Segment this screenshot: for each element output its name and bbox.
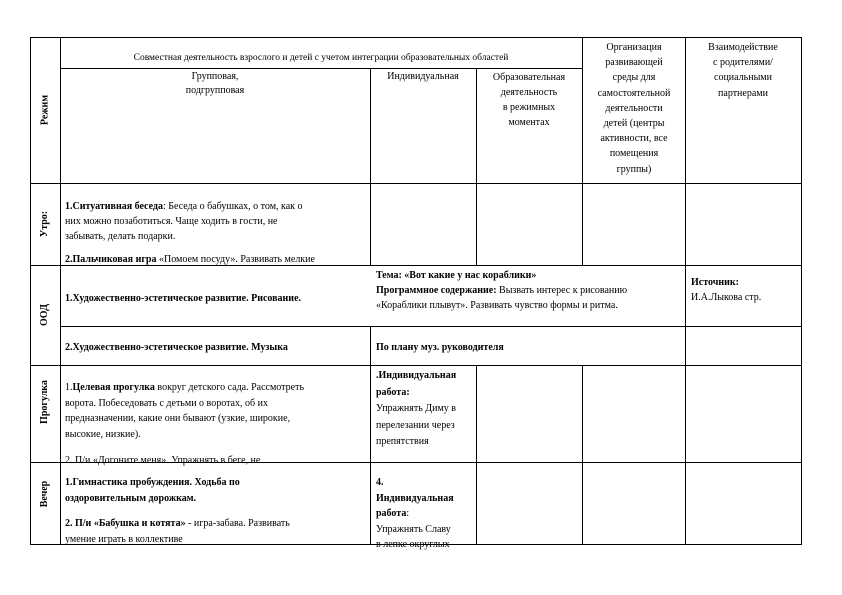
grid-line: [582, 37, 583, 265]
walk-label: Прогулка: [39, 380, 50, 424]
rezhim-header: Режим: [39, 94, 51, 126]
evening-group-content: 1.Гимнастика пробуждения. Ходьба по оздоровительным дорожкам. 2. П/и «Бабушка и котята» - игра-забава. Развивать умение играть в коллективе: [65, 477, 290, 545]
evening-label: Вечер: [39, 480, 50, 508]
morning-group-content: 1.Ситуативная беседа: Беседа о бабушках, о том, как о них можно позаботиться. Чаще ходить в гости, не забывать, делать подарки. 2.Пальчиковая игра «Помоем посуду». Развивать мелкие: [65, 201, 315, 265]
group-header: Групповая, подгрупповая: [185, 71, 245, 96]
evening-individual-work: 4. Индивидуальная работа: Упражнять Славу в лепке округлых: [376, 477, 454, 550]
ood-music-plan: По плану муз. руководителя: [376, 342, 504, 353]
ood-source: Источник: И.А.Лыкова стр.: [691, 277, 762, 303]
edu-activity-header: Образовательная деятельность в режимных моментах: [492, 72, 566, 128]
ood-drawing-content: Тема: «Вот какие у нас кораблики» Программное содержание: Вызвать интерес к рисованию «Кораблики плывут». Развивать чувство формы и ритма.: [376, 270, 628, 311]
walk-group-content: 1.Целевая прогулка вокруг детского сада. Рассмотреть ворота. Побеседовать с детьми о воротах, об их предназначении, какие они бывают (узкие, широкие, высокие, низкие). 2. П/и «Догоните меня». Упражнять в беге, не: [65, 382, 305, 466]
individual-header: Индивидуальная: [387, 71, 459, 82]
environment-header: Организация развивающей среды для самостоятельной деятельности детей (центры активности, все помещения группы): [597, 42, 671, 175]
grid-line: [370, 68, 371, 265]
grid-line: [60, 37, 61, 545]
grid-line: [60, 68, 582, 69]
grid-line: [582, 365, 583, 545]
grid-line: [476, 68, 477, 265]
parents-header: Взаимодействие с родителями/ социальными партнерами: [708, 42, 778, 99]
joint-activity-header: Совместная деятельность взрослого и детей с учетом интеграции образовательных областей: [133, 53, 509, 63]
grid-line: [60, 326, 801, 327]
grid-line: [476, 365, 477, 545]
morning-label: Утро:: [39, 210, 50, 238]
grid-line: [801, 37, 802, 545]
ood-art-drawing: 1.Художественно-эстетическое развитие. Рисование.: [65, 293, 302, 304]
grid-line: [370, 326, 371, 545]
ood-label: ООД: [39, 304, 50, 326]
grid-line: [685, 37, 686, 545]
ood-art-music: 2.Художественно-эстетическое развитие. Музыка: [65, 342, 288, 353]
walk-individual-work: .Индивидуальная работа: Упражнять Диму в перелезании через препятствия: [376, 370, 457, 447]
grid-line: [30, 37, 31, 545]
